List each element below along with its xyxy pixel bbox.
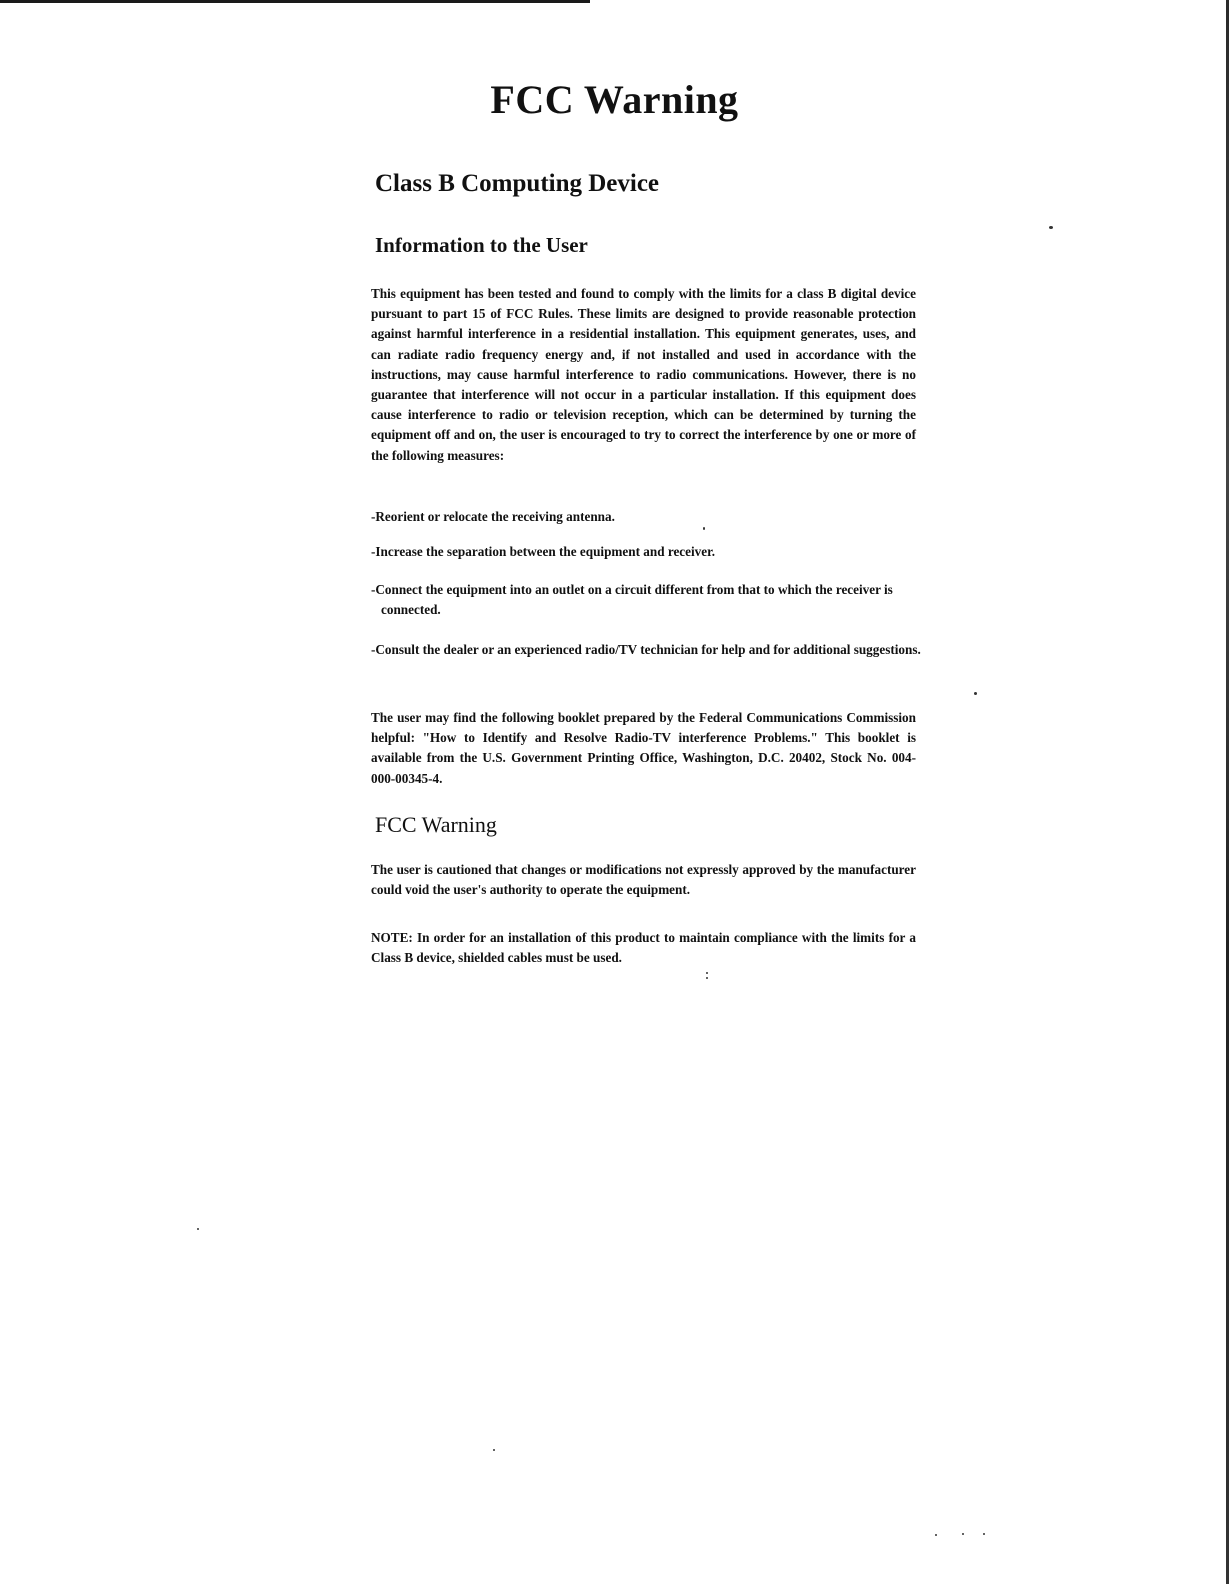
scan-speck xyxy=(1049,226,1053,229)
measure-item: -Consult the dealer or an experienced radio/TV technician for help and for additional suggestions. xyxy=(371,642,921,657)
warning-heading: FCC Warning xyxy=(375,812,497,837)
scan-speck xyxy=(962,1533,964,1535)
info-heading: Information to the User xyxy=(375,233,588,257)
page-title: FCC Warning xyxy=(490,77,739,122)
measure-item: -Connect the equipment into an outlet on a circuit different from that to which the receiver is connected. xyxy=(371,582,893,618)
scan-speck xyxy=(706,977,708,979)
booklet-paragraph: The user may find the following booklet prepared by the Federal Communications Commission helpful: "How to Identify and Resolve Radio-TV interference Problems." This booklet is available from the U.S. Government Printing Office, Washington, D.C. 20402, Stock No. 004-000-00345-4. xyxy=(371,710,916,786)
measure-item: -Reorient or relocate the receiving antenna. xyxy=(371,509,615,524)
scan-speck xyxy=(197,1228,199,1230)
scan-speck xyxy=(706,972,708,974)
measure-item: -Increase the separation between the equipment and receiver. xyxy=(371,544,716,559)
scan-speck xyxy=(974,692,977,695)
scan-speck xyxy=(703,527,705,530)
scan-speck xyxy=(935,1534,937,1536)
scan-speck xyxy=(493,1449,495,1451)
intro-paragraph: This equipment has been tested and found to comply with the limits for a class B digital device pursuant to part 15 of FCC Rules. These limits are designed to provide reasonable protection against harmful interference in a residential installation. This equipment generates, uses, and can radiate radio frequency energy and, if not installed and used in accordance with the instructions, may cause harmful interference to radio communications. However, there is no guarantee that interference will not occur in a particular installation. If this equipment does cause interference to radio or television reception, which can be determined by turning the equipment off and on, the user is encouraged to try to correct the interference by one or more of the following measures: xyxy=(371,286,916,463)
note-paragraph: NOTE: In order for an installation of this product to maintain compliance with the limits for a Class B device, shielded cables must be used. xyxy=(371,930,916,966)
scan-speck xyxy=(983,1533,985,1535)
caution-paragraph: The user is cautioned that changes or modifications not expressly approved by the manufacturer could void the user's authority to operate the equipment. xyxy=(371,862,916,898)
scan-top-edge xyxy=(0,0,590,3)
section-title: Class B Computing Device xyxy=(375,170,660,197)
